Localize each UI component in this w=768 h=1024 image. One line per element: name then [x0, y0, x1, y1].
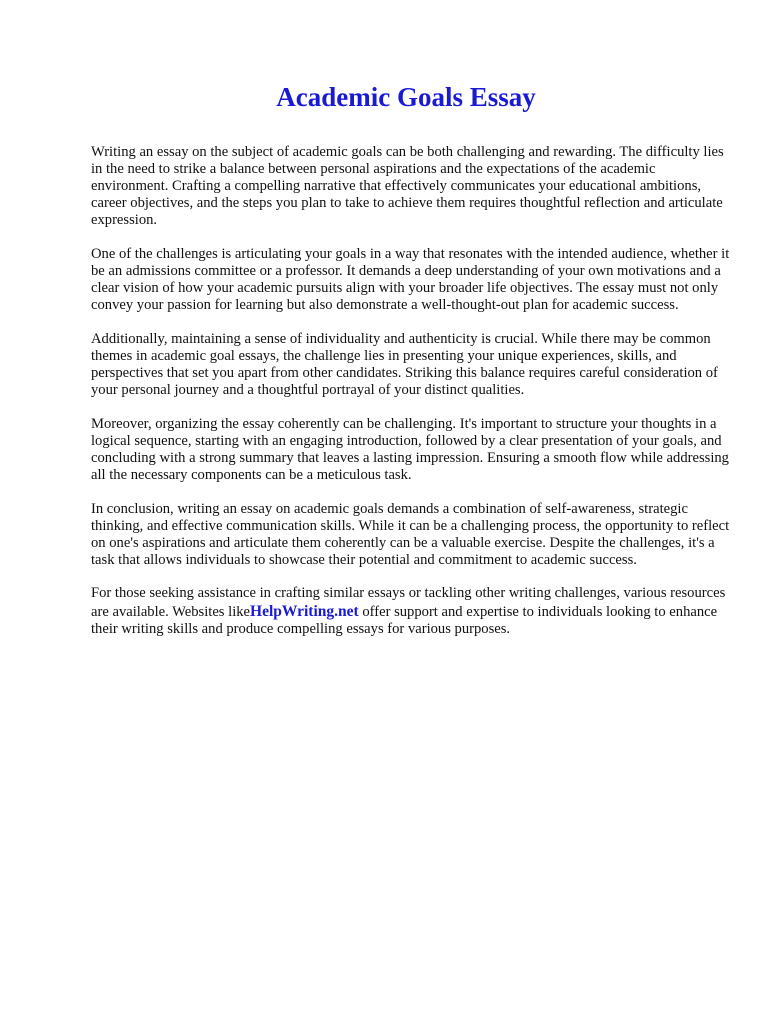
paragraph-2: One of the challenges is articulating your goals in a way that resonates with the intended audience, whether it be an admissions committee or a professor. It demands a deep understanding of your own motivations and a clear vision of how your academic pursuits align with your broader life objectives. The essay must not only convey your passion for learning but also demonstrate a well-thought-out plan for academic success. [91, 245, 730, 314]
paragraph-3: Additionally, maintaining a sense of individuality and authenticity is crucial. While there may be common themes in academic goal essays, the challenge lies in presenting your unique experiences, skills, and perspectives that set you apart from other candidates. Striking this balance requires careful consideration of your personal journey and a thoughtful portrayal of your distinct qualities. [91, 330, 718, 399]
paragraph-5: In conclusion, writing an essay on academic goals demands a combination of self-awareness, strategic thinking, and effective communication skills. While it can be a challenging process, the opportunity to reflect on one's aspirations and articulate them coherently can be a valuable exercise. Despite the challenges, it's a task that allows individuals to showcase their potential and commitment to academic success. [91, 500, 730, 568]
essay-body [91, 144, 731, 654]
page-title: Academic Goals Essay [276, 82, 536, 112]
paragraph-6-intro: For those seeking assistance in crafting similar essays or tackling other writing challenges, various resources are available. Websites like [91, 585, 726, 620]
paragraph-6-outro: offer support and expertise to individuals looking to enhance their writing skills and produce compelling essays for various purposes. [91, 603, 718, 637]
paragraph-1: Writing an essay on the subject of academic goals can be both challenging and rewarding. The difficulty lies in the need to strike a balance between personal aspirations and the expectations of the academic environment. Crafting a compelling narrative that effectively communicates your educational ambitions, career objectives, and the steps you plan to take to achieve them requires thoughtful reflection and articulate expression. [91, 144, 724, 229]
helpwriting-link[interactable]: HelpWriting.net [250, 602, 359, 620]
paragraph-6 [91, 585, 731, 637]
paragraph-4: Moreover, organizing the essay coherently can be challenging. It's important to structure your thoughts in a logical sequence, starting with an engaging introduction, followed by a clear presentation of your goals, and concluding with a strong summary that leaves a lasting impression. Ensuring a smooth flow while addressing all the necessary components can be a meticulous task. [91, 415, 729, 483]
